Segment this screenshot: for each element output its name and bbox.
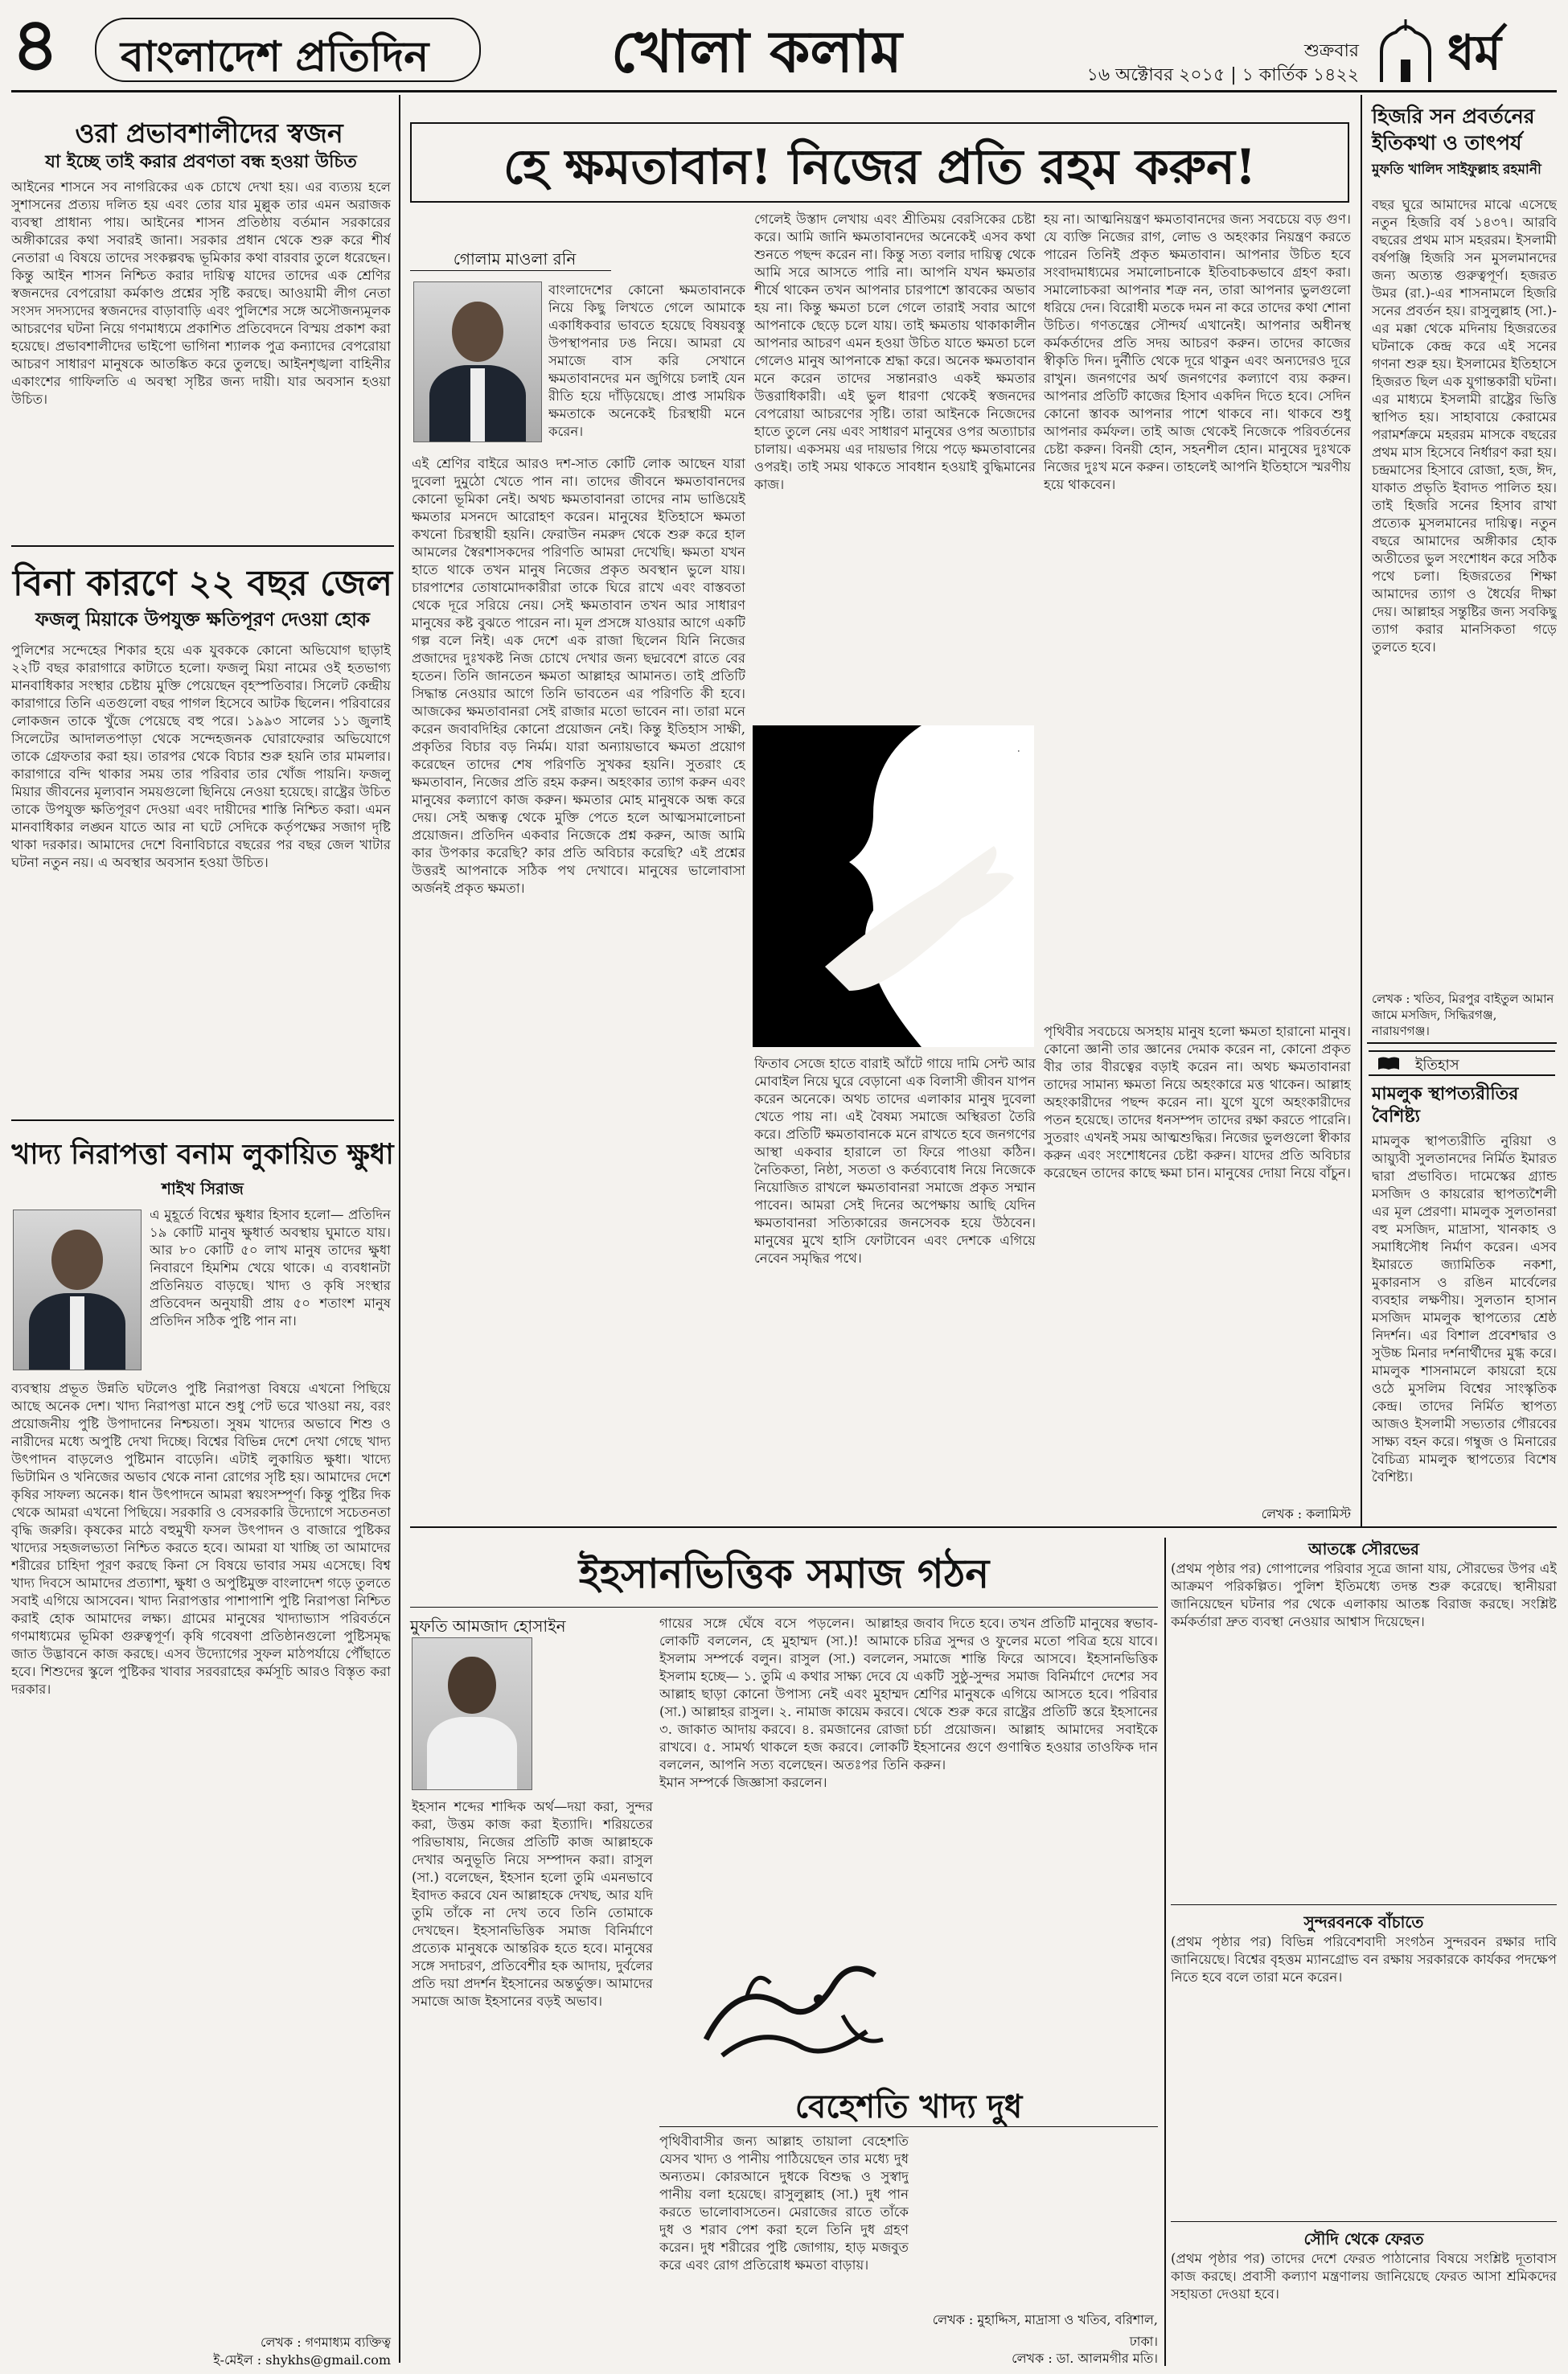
bottom-article1-body-c: জবাব দিতে হবে। তখন প্রতিটি মানুষের স্বভাব-চরিত্র সুন্দর ও ফুলের মতো পবিত্র হয়ে যাবে। সমাজে শান্তি ফিরে আসবে। ইহসানভিত্তিক একটি সুষ্ঠু-সুন্দর সমাজ বিনির্মাণে দেশের সব শ্রেণির মানুষকে এগিয়ে আসতে হবে। পরিবার থেকে শুরু করে রাষ্ট্রের প্রতিটি স্তরে ইহসানের চর্চা প্রয়োজন। আল্লাহ আমাদের সবাইকে ইহসানের গুণে গুণান্বিত হওয়ার তাওফিক দান করুন। [913,1616,1158,1772]
article3-body: ব্যবস্থায় প্রভূত উন্নতি ঘটলেও পুষ্টি নিরাপত্তা বিষয়ে এখনো পিছিয়ে আছে অনেক দেশ। খাদ্য নিরাপত্তা মানে শুধু পেট ভরে খাওয়া নয়, বরং প্রয়োজনীয় পুষ্টি উপাদানের নিশ্চয়তা। সুষম খাদ্যের অভাবে শিশু ও নারীদের মধ্যে অপুষ্টি দেখা দিচ্ছে। বিশ্বের বিভিন্ন দেশে দেখা গেছে খাদ্য উৎপাদন বাড়লেও পুষ্টিমান বাড়েনি। এটাই লুকায়িত ক্ষুধা। খাদ্যে ভিটামিন ও খনিজের অভাব থেকে নানা রোগের সৃষ্টি হয়। আমাদের দেশে কৃষির সাফল্য অনেক। ধান উৎপাদনে আমরা স্বয়ংসম্পূর্ণ। কিন্তু পুষ্টির দিক থেকে আমরা এখনো পিছিয়ে। সরকারি ও বেসরকারি উদ্যোগে সচেতনতা বৃদ্ধি জরুরি। কৃষকের মাঠে বহুমুখী ফসল উৎপাদন ও বাজারে পুষ্টিকর খাদ্যের সহজলভ্যতা নিশ্চিত করতে হবে। আমরা যা খাচ্ছি তা আমাদের শরীরের চাহিদা পূরণ করছে কিনা সে বিষয়ে ভাবার সময় এসেছে। বিশ্ব খাদ্য দিবসে আমাদের প্রত্যাশা, ক্ষুধা ও অপুষ্টিমুক্ত বাংলাদেশ গড়ে তুলতে সবাই এগিয়ে আসবেন। খাদ্য নিরাপত্তার পাশাপাশি পুষ্টি নিরাপত্তা নিশ্চিত করাই হোক আমাদের লক্ষ্য। গ্রামের মানুষের খাদ্যাভ্যাস পরিবর্তনে গণমাধ্যমের ভূমিকা গুরুত্বপূর্ণ। কৃষি গবেষণা প্রতিষ্ঠানগুলো পুষ্টিসমৃদ্ধ জাত উদ্ভাবনে কাজ করছে। এসব উদ্যোগের সুফল মাঠপর্যায়ে পৌঁছাতে হবে। শিশুদের স্কুলে পুষ্টিকর খাবার সরবরাহের কর্মসূচি আরও বিস্তৃত করা দরকার। [11,1381,391,1697]
article3-body-top: এ মুহূর্তে বিশ্বের ক্ষুধার হিসাব হলো— প্রতিদিন ১৯ কোটি মানুষ ক্ষুধার্ত অবস্থায় ঘুমাতে যায়। আর ৮০ কোটি ৫০ লাখ মানুষ তাদের ক্ষুধা নিবারণে হিমশিম খেয়ে থাকে। এ ব্যবধানটা প্রতিনিয়ত বাড়ছে। খাদ্য ও কৃষি সংস্থার প্রতিবেদন অনুযায়ী প্রায় ৫০ শতাংশ মানুষ প্রতিদিন সঠিক পুষ্টি পান না। [150,1207,391,1329]
divider-right [1361,95,1362,1526]
calligraphy-image [690,1951,899,2072]
main-footer: লেখক : কলামিস্ট [1261,1506,1351,1522]
rule [410,1607,1158,1608]
rule [659,2126,1158,2127]
bottom-article5-body: (প্রথম পৃষ্ঠার পর) তাদের দেশে ফেরত পাঠানোর বিষয়ে সংশ্লিষ্ট দূতাবাস কাজ করছে। প্রবাসী কল্যাণ মন্ত্রণালয় জানিয়েছে ফেরত আসা শ্রমিকদের সহায়তা দেওয়া হবে। [1171,2251,1557,2302]
article3-email: ই-মেইল : shykhs@gmail.com [213,2352,391,2368]
bottom-article2-title: বেহেশতি খাদ্য দুধ [794,2088,1023,2126]
right-article2-title: মামলুক স্থাপত্যরীতির বৈশিষ্ট্য [1372,1083,1519,1127]
rule [11,545,394,547]
bottom-article1-body-a: ইহসান শব্দের শাব্দিক অর্থ—দয়া করা, সুন্দর করা, উত্তম কাজ করা ইত্যাদি। শরিয়তের পরিভাষায়, নিজের প্রতিটি কাজ আল্লাহকে দেখার অনুভূতি নিয়ে সম্পাদন করা। রাসুল (সা.) বলেছেন, ইহসান হলো তুমি এমনভাবে ইবাদত করবে যেন আল্লাহকে দেখছ, আর যদি তুমি তাঁকে না দেখ তবে তিনি তোমাকে দেখছেন। ইহসানভিত্তিক সমাজ বিনির্মাণে প্রত্যেক মানুষকে আন্তরিক হতে হবে। মানুষের সঙ্গে সদাচরণ, প্রতিবেশীর হক আদায়, দুর্বলের প্রতি দয়া প্রদর্শন ইহসানের অন্তর্ভুক্ত। আমাদের সমাজে আজ ইহসানের বড়ই অভাব। [412,1799,653,2009]
article3-author: শাইখ সিরাজ [162,1179,244,1198]
rule [1171,2221,1557,2222]
rule [1367,1042,1557,1044]
right-article2-body: মামলুক স্থাপত্যরীতি নুরিয়া ও আয়্যুবী সুলতানদের নির্মিত ইমারত দ্বারা প্রভাবিত। দামেস্কের গ্র্যান্ড মসজিদ ও কায়রোর স্থাপত্যশৈলী এর মূল প্রেরণা। মামলুক সুলতানরা বহু মসজিদ, মাদ্রাসা, খানকাহ ও সমাধিসৌধ নির্মাণ করেন। এসব ইমারতে জ্যামিতিক নকশা, মুকারনাস ও রঙিন মার্বেলের ব্যবহার লক্ষণীয়। সুলতান হাসান মসজিদ মামলুক স্থাপত্যের শ্রেষ্ঠ নিদর্শন। এর বিশাল প্রবেশদ্বার ও সুউচ্চ মিনার দর্শনার্থীদের মুগ্ধ করে। মামলুক শাসনামলে কায়রো হয়ে ওঠে মুসলিম বিশ্বের সাংস্কৃতিক কেন্দ্র। তাদের নির্মিত স্থাপত্য আজও ইসলামী সভ্যতার গৌরবের সাক্ষ্য বহন করে। গম্বুজ ও মিনারের বৈচিত্র্য মামলুক স্থাপত্যের বিশেষ বৈশিষ্ট্য। [1372,1133,1557,1485]
article2-body: পুলিশের সন্দেহের শিকার হয়ে এক যুবককে কোনো অভিযোগ ছাড়াই ২২টি বছর কারাগারে কাটাতে হলো। ফজলু মিয়া নামের ওই হতভাগ্য মানবাধিকার সংস্থার চেষ্টায় মুক্তি পেয়েছেন বৃহস্পতিবার। সিলেট কেন্দ্রীয় কারাগারে তিনি এতগুলো বছর পাগল হিসেবে আটক ছিলেন। পরিবারের লোকজন তাকে খুঁজে পেয়েছে বহু পরে। ১৯৯৩ সালের ১১ জুলাই সিলেটের আদালতপাড়া থেকে সন্দেহজনক ঘোরাফেরার অভিযোগে তাকে গ্রেফতার করা হয়। তারপর থেকে বিচার শুরু হয়নি তার মামলার। কারাগারে বন্দি থাকার সময় তার পরিবার তার খোঁজ পায়নি। ফজলু মিয়ার জীবনের মূল্যবান সময়গুলো ছিনিয়ে নেওয়া হয়েছে। রাষ্ট্রের উচিত তাকে উপযুক্ত ক্ষতিপূরণ দেওয়া এবং দায়ীদের শাস্তি নিশ্চিত করা। এমন মানবাধিকার লঙ্ঘন যাতে আর না ঘটে সেদিকে কর্তৃপক্ষের সজাগ দৃষ্টি থাকা দরকার। আমাদের দেশে বিনাবিচারে বছরের পর বছর জেল খাটার ঘটনা নতুন নয়। এ অবস্থার অবসান হওয়া উচিত। [11,643,391,870]
rule [11,1119,394,1121]
main-body-b: এই শ্রেণির বাইরে আরও দশ-সাত কোটি লোক আছেন যারা দুবেলা দুমুঠো খেতে পান না। তাদের জীবনে ক্ষমতাবানদের কোনো ভূমিকা নেই। অথচ ক্ষমতাবানরা তাদের নাম ভাঙিয়েই ক্ষমতার মসনদে আরোহণ করেন। মানুষের ইতিহাসে ক্ষমতা কখনো চিরস্থায়ী হয়নি। ফেরাউন নমরুদ থেকে শুরু করে হাল আমলের স্বৈরশাসকদের পরিণতি আমরা দেখেছি। ক্ষমতা যখন হাতে থাকে তখন মানুষ নিজের প্রকৃত অবস্থান ভুলে যায়। চারপাশের তোষামোদকারীরা তাকে ঘিরে রাখে এবং বাস্তবতা থেকে দূরে সরিয়ে নেয়। সেই ক্ষমতাবান তখন আর সাধারণ মানুষের কষ্ট বুঝতে পারেন না। মূল প্রসঙ্গে যাওয়ার আগে একটি গল্প বলে নিই। এক দেশে এক রাজা ছিলেন যিনি নিজের প্রজাদের দুঃখকষ্ট নিজ চোখে দেখার জন্য ছদ্মবেশে রাতে বের হতেন। তিনি জানতেন ক্ষমতা আল্লাহর আমানত। তাই প্রতিটি সিদ্ধান্ত নেওয়ার আগে তিনি ভাবতেন এর পরিণতি কী হবে। আজকের ক্ষমতাবানরা সেই রাজার মতো ভাবেন না। তারা মনে করেন জবাবদিহির কোনো প্রয়োজন নেই। কিন্তু ইতিহাস সাক্ষী, প্রকৃতির বিচার বড় নির্মম। যারা অন্যায়ভাবে ক্ষমতা প্রয়োগ করেছেন তাদের শেষ পরিণতি সুখকর হয়নি। সুতরাং হে ক্ষমতাবান, নিজের প্রতি রহম করুন। অহংকার ত্যাগ করুন এবং মানুষের কল্যাণে কাজ করুন। ক্ষমতার মোহ মানুষকে অন্ধ করে দেয়। সেই অন্ধত্ব থেকে মুক্তি পেতে হলে আত্মসমালোচনা প্রয়োজন। প্রতিদিন একবার নিজেকে প্রশ্ন করুন, আজ আমি কার উপকার করেছি? কার প্রতি অবিচার করেছি? এই প্রশ্নের উত্তরই আপনাকে সঠিক পথ দেখাবে। মানুষের ভালোবাসা অর্জনই প্রকৃত ক্ষমতা। [412,456,745,896]
right-article1-title: হিজরি সন প্রবর্তনের ইতিকথা ও তাৎপর্য [1372,105,1535,154]
author-photo [413,281,542,442]
divider-left [399,95,400,2363]
article3-footer: লেখক : গণমাধ্যম ব্যক্তিত্ব [261,2335,391,2350]
author-photo [412,1637,532,1790]
bottom-article2-footer: লেখক : ডা. আলমগীর মতি। [1012,2351,1158,2366]
itihas-label: ইতিহাস [1415,1057,1459,1074]
svg-text:.: . [1016,750,1027,753]
divider-bottom [1164,1538,1166,2366]
article1-body: আইনের শাসনে সব নাগরিকের এক চোখে দেখা হয়। এর ব্যত্যয় হলে সুশাসনের প্রত্যয় দলিত হয় এবং তোর যার মুল্লুক তার এমন অরাজক ব্যবস্থা প্রাধান্য পায়। আইনের শাসন প্রতিষ্ঠায় বর্তমান সরকারের অঙ্গীকারের কথা সবারই জানা। সরকার প্রধান থেকে শুরু করে শীর্ষ নেতারা এ বিষয়ে তাদের সংকল্পবদ্ধ ভূমিকার কথা বারবার তুলে ধরেছেন। কিন্তু আইন শাসন নিশ্চিত করার দায়িত্ব যাদের তাদের এক শ্রেণির স্বজনদের বেপরোয়া কর্মকাণ্ড প্রশ্নের সৃষ্টি করছে। আওয়ামী লীগ নেতা সংসদ সদস্যদের স্বজনদের বাড়াবাড়ি এবং পুলিশের সঙ্গে অসৌজন্যমূলক আচরণের ঘটনা নিয়ে গণমাধ্যমে প্রকাশিত প্রতিবেদনে বিস্ময় প্রকাশ করা হয়েছে। প্রভাবশালীদের ভাইপো ভাগিনা শ্যালক পুত্র কন্যাদের বেপরোয়া আচরণ সাধারণ মানুষকে আতঙ্কিত করে তুলছে। আইনশৃঙ্খলা বাহিনীর একাংশের গাফিলতি এ অবস্থা সৃষ্টির জন্য দায়ী। যার অবসান হওয়া উচিত। [11,179,391,407]
bottom-article1-author: মুফতি আমজাদ হোসাইন [410,1616,566,1636]
right-article1-author: মুফতি খালিদ সাইফুল্লাহ রহমানী [1372,162,1541,178]
weekday: শুক্রবার [1303,41,1359,61]
bottom-article1-body-b: গায়ের সঙ্গে ঘেঁষে বসে পড়লেন। আল্লাহর লোকটি বললেন, হে মুহাম্মদ (সা.)! আমাকে ইসলাম সম্পর্কে বলুন। রাসুল (সা.) বললেন, ইসলাম হচ্ছে— ১. তুমি এ কথার সাক্ষ্য দেবে যে আল্লাহ ছাড়া কোনো উপাস্য নেই এবং মুহাম্মদ (সা.) আল্লাহর রাসুল। ২. নামাজ কায়েম করবে। ৩. জাকাত আদায় করবে। ৪. রমজানের রোজা রাখবে। ৫. সামর্থ্য থাকলে হজ করবে। লোকটি বললেন, আপনি সত্য বলেছেন। অতঃপর তিনি ইমান সম্পর্কে জিজ্ঞাসা করলেন। [659,1616,909,1790]
section-title: খোলা কলাম [611,17,902,85]
article1-subtitle: যা ইচ্ছে তাই করার প্রবণতা বন্ধ হওয়া উচিত [45,151,357,172]
main-headline: হে ক্ষমতাবান! নিজের প্রতি রহম করুন! [503,139,1257,195]
main-body-c: গেলেই উস্তাদ লেখায় এবং শ্রীতিময় বেরসিকের চেষ্টা করে। আমি জানি ক্ষমতাবানদের অনেকেই এসব কথা শুনতে পছন্দ করেন না। কিন্তু সত্য বলার দায়িত্ব থেকে আমি সরে আসতে পারি না। আপনি যখন ক্ষমতার শীর্ষে থাকেন তখন আপনার চারপাশে স্তাবকের অভাব হয় না। কিন্তু ক্ষমতা চলে গেলে তারাই সবার আগে আপনাকে ছেড়ে চলে যায়। তাই ক্ষমতায় থাকাকালীন আপনার আচরণ এমন হওয়া উচিত যাতে ক্ষমতা চলে গেলেও মানুষ আপনাকে শ্রদ্ধা করে। অনেক ক্ষমতাবান মনে করেন তাদের সন্তানরাও একই ক্ষমতার উত্তরাধিকারী। এই ভুল ধারণা থেকেই স্বজনদের বেপরোয়া আচরণের সৃষ্টি। তারা আইনকে নিজেদের হাতে তুলে নেয় এবং সাধারণ মানুষের ওপর অত্যাচার চালায়। একসময় এর দায়ভার গিয়ে পড়ে ক্ষমতাবানের ওপরই। তাই সময় থাকতে সাবধান হওয়াই বুদ্ধিমানের কাজ। [754,212,1036,492]
article2-title: বিনা কারণে ২২ বছর জেল [13,563,392,604]
bottom-article2-body: পৃথিবীবাসীর জন্য আল্লাহ তায়ালা বেহেশতি যেসব খাদ্য ও পানীয় পাঠিয়েছেন তার মধ্যে দুধ অন্যতম। কোরআনে দুধকে বিশুদ্ধ ও সুস্বাদু পানীয় বলা হয়েছে। রাসুলুল্লাহ (সা.) দুধ পান করতে ভালোবাসতেন। মেরাজের রাতে তাঁকে দুধ ও শরাব পেশ করা হলে তিনি দুধ গ্রহণ করেন। দুধ শরীরের পুষ্টি জোগায়, হাড় মজবুত করে এবং রোগ প্রতিরোধ ক্ষমতা বাড়ায়। [659,2134,909,2273]
bottom-article3-label: আতঙ্কে সৌরভের [1308,1539,1419,1559]
main-body-f: পৃথিবীর সবচেয়ে অসহায় মানুষ হলো ক্ষমতা হারানো মানুষ। কোনো জ্ঞানী তার জ্ঞানের দেমাক করেন না, কোনো প্রকৃত বীর তার বীরত্বের বড়াই করেন না। অথচ ক্ষমতাবানরা তাদের সামান্য ক্ষমতা নিয়ে অহংকারে মত্ত থাকেন। আল্লাহ অহংকারীদের পছন্দ করেন না। যুগে যুগে অহংকারীদের পতন হয়েছে। তাদের ধনসম্পদ তাদের রক্ষা করতে পারেনি। সুতরাং এখনই সময় আত্মশুদ্ধির। নিজের ভুলগুলো স্বীকার করুন এবং সংশোধনের চেষ্টা করুন। যাদের প্রতি অবিচার করেছেন তাদের কাছে ক্ষমা চান। মানুষের দোয়া নিয়ে বাঁচুন। [1044,1024,1351,1181]
article2-subtitle: ফজলু মিয়াকে উপযুক্ত ক্ষতিপূরণ দেওয়া হোক [35,609,370,630]
masthead-rule [11,90,1557,92]
bottom-article3-body: (প্রথম পৃষ্ঠার পর) গোপালের পরিবার সূত্রে জানা যায়, সৌরভের উপর এই আক্রমণ পরিকল্পিত। পুলিশ ইতিমধ্যে তদন্ত শুরু করেছে। স্থানীয়রা জানিয়েছেন ঘটনার পর থেকে এলাকায় আতঙ্ক বিরাজ করছে। সংশ্লিষ্ট কর্মকর্তারা দ্রুত ব্যবস্থা নেওয়ার আশ্বাস দিয়েছেন। [1171,1561,1557,1629]
religion-section: ধর্ম [1447,25,1501,81]
rule [410,270,611,271]
main-body-e: ফিতাব সেজে হাতে বারাই আঁটে গায়ে দামি সেন্ট আর মোবাইল নিয়ে ঘুরে বেড়ানো এক বিলাসী জীবন যাপন করেন অনেকে। অথচ তাদের এলাকার মানুষ দুবেলা খেতে পায় না। এই বৈষম্য সমাজে অস্থিরতা তৈরি করে। প্রতিটি ক্ষমতাবানকে মনে রাখতে হবে জনগণের আস্থা একবার হারালে তা ফিরে পাওয়া কঠিন। নৈতিকতা, নিষ্ঠা, সততা ও কর্তব্যবোধ নিয়ে নিজেকে নিয়োজিত রাখলে ক্ষমতাবানরা সমাজে প্রকৃত সম্মান পাবেন। আমরা সেই দিনের অপেক্ষায় আছি যেদিন ক্ষমতাবানরা সত্যিকারের জনসেবক হয়ে উঠবেন। মানুষের মুখে হাসি ফোটাবেন এবং দেশকে এগিয়ে নেবেন সমৃদ্ধির পথে। [754,1056,1036,1266]
right-article1-footer: লেখক : খতিব, মিরপুর বাইতুল আমান জামে মসজিদ, সিদ্ধিরগঞ্জ, নারায়ণগঞ্জ। [1372,992,1554,1038]
article3-title: খাদ্য নিরাপত্তা বনাম লুকায়িত ক্ষুধা [11,1138,394,1171]
rule [1171,1904,1557,1905]
page-number: ৪ [11,2,60,88]
main-body-d: হয় না। আত্মনিয়ন্ত্রণ ক্ষমতাবানদের জন্য সবচেয়ে বড় গুণ। যে ব্যক্তি নিজের রাগ, লোভ ও অহংকার নিয়ন্ত্রণ করতে পারেন তিনিই প্রকৃত ক্ষমতাবান। আপনার উচিত হবে সংবাদমাধ্যমের সমালোচনাকে ইতিবাচকভাবে গ্রহণ করা। সমালোচকরা আপনার শত্রু নন, তারা আপনার ভুলগুলো ধরিয়ে দেন। বিরোধী মতকে দমন না করে তাদের কথা শোনা উচিত। গণতন্ত্রের সৌন্দর্য এখানেই। আপনার অধীনস্থ কর্মকর্তাদের প্রতি সদয় আচরণ করুন। তাদের কাজের স্বীকৃতি দিন। দুর্নীতি থেকে দূরে থাকুন এবং অন্যদেরও দূরে রাখুন। জনগণের অর্থ জনগণের কল্যাণে ব্যয় করুন। আপনার প্রতিটি কাজের হিসাব একদিন দিতে হবে। সেদিন কোনো স্তাবক আপনার পাশে থাকবে না। থাকবে শুধু আপনার কর্মফল। তাই আজ থেকেই নিজেকে পরিবর্তনের চেষ্টা করুন। বিনয়ী হোন, সহনশীল হোন। মানুষের দুঃখকে নিজের দুঃখ মনে করুন। তাহলেই আপনি ইতিহাসে স্মরণীয় হয়ে থাকবেন। [1044,212,1351,492]
author-photo [13,1210,142,1370]
mosque-icon [1377,19,1435,84]
brand-logo: বাংলাদেশ প্রতিদিন [121,32,429,81]
bottom-article1-title: ইহসানভিত্তিক সমাজ গঠন [578,1550,990,1597]
right-article1-body: বছর ঘুরে আমাদের মাঝে এসেছে নতুন হিজরি বর্ষ ১৪৩৭। আরবি বছরের প্রথম মাস মহররম। ইসলামী বর্ষপঞ্জি হিজরি সন মুসলমানদের জন্য অত্যন্ত গুরুত্বপূর্ণ। হজরত উমর (রা.)-এর শাসনামলে হিজরি সনের প্রবর্তন হয়। রাসুলুল্লাহ (সা.)-এর মক্কা থেকে মদিনায় হিজরতের ঘটনাকে কেন্দ্র করে এই সনের গণনা শুরু হয়। ইসলামের ইতিহাসে হিজরত ছিল এক যুগান্তকারী ঘটনা। এর মাধ্যমে ইসলামী রাষ্ট্রের ভিত্তি স্থাপিত হয়। সাহাবায়ে কেরামের পরামর্শক্রমে মহররম মাসকে বছরের প্রথম মাস হিসেবে নির্ধারণ করা হয়। চন্দ্রমাসের হিসাবে রোজা, হজ, ঈদ, যাকাত প্রভৃতি ইবাদত পালিত হয়। তাই হিজরি সনের হিসাব রাখা প্রত্যেক মুসলমানের দায়িত্ব। নতুন বছরে আমাদের অঙ্গীকার হোক অতীতের ভুল সংশোধন করে সঠিক পথে চলা। হিজরতের শিক্ষা আমাদের ত্যাগ ও ধৈর্যের দীক্ষা দেয়। আল্লাহর সন্তুষ্টির জন্য সবকিছু ত্যাগ করার মানসিকতা গড়ে তুলতে হবে। [1372,197,1557,655]
bottom-article4-label: সুন্দরবনকে বাঁচাতে [1303,1912,1424,1932]
article1-title: ওরা প্রভাবশালীদের স্বজন [75,117,343,149]
main-author: গোলাম মাওলা রনি [453,249,577,269]
bottom-article4-body: (প্রথম পৃষ্ঠার পর) বিভিন্ন পরিবেশবাদী সংগঠন সুন্দরবন রক্ষার দাবি জানিয়েছে। বিশ্বের বৃহত্তম ম্যানগ্রোভ বন রক্ষায় সরকারকে কার্যকর পদক্ষেপ নিতে হবে বলে তারা মনে করেন। [1171,1934,1557,1985]
bottom-article5-label: সৌদি থেকে ফেরত [1303,2229,1424,2249]
main-body-a: বাংলাদেশের কোনো ক্ষমতাবানকে নিয়ে কিছু লিখতে গেলে আমাকে একাধিকবার ভাবতে হয়েছে বিষয়বস্তু উপস্থাপনার ঢঙ নিয়ে। আমরা যে সমাজে বাস করি সেখানে ক্ষমতাবানদের মন জুগিয়ে চলাই যেন রীতি হয়ে দাঁড়িয়েছে। প্রাপ্ত সাময়িক ক্ষমতাকে অনেকেই চিরস্থায়ী মনে করেন। [548,282,745,439]
silhouette-illustration [753,725,1034,1047]
rule [410,1526,1557,1528]
issue-date: ১৬ অক্টোবর ২০১৫ | ১ কার্তিক ১৪২২ [1086,65,1359,85]
bottom-article1-footer: লেখক : মুহাদ্দিস, মাদ্রাসা ও খতিব, বরিশাল, ঢাকা। [932,2312,1158,2349]
book-icon [1377,1055,1401,1071]
